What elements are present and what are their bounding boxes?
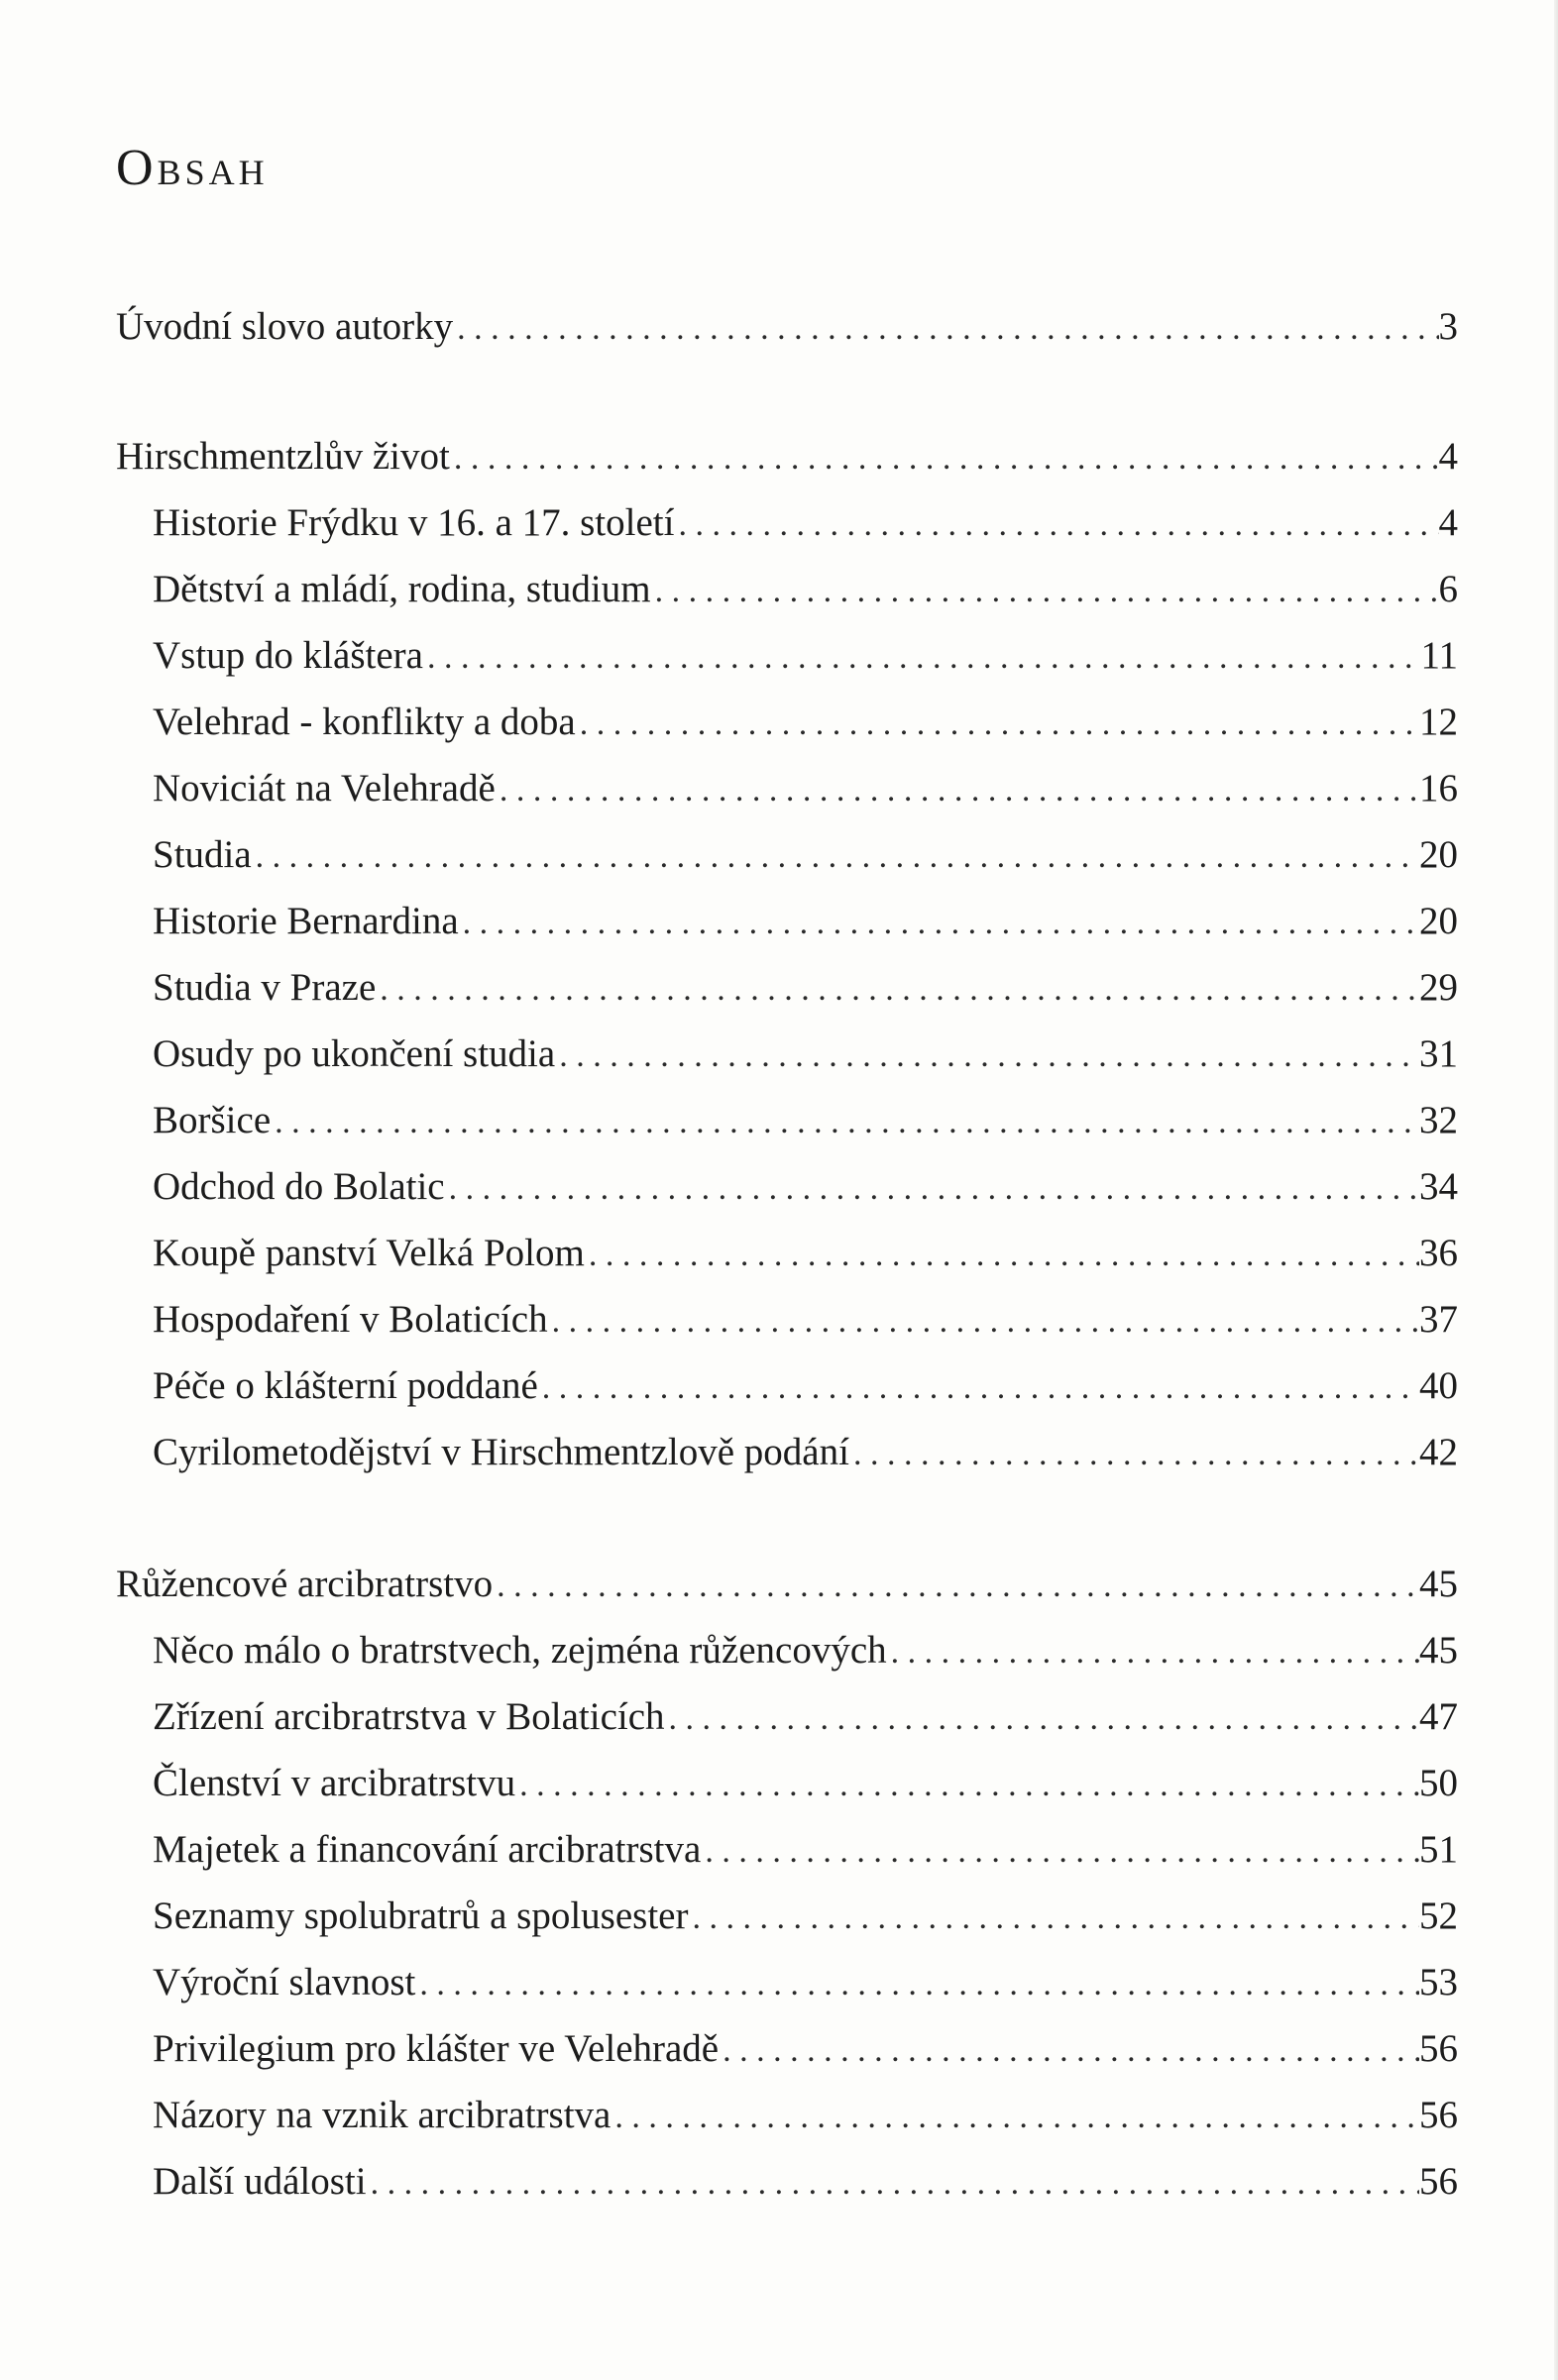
dot-leader: [719, 2017, 1419, 2084]
toc-entry-label: Hospodaření v Bolaticích: [153, 1298, 548, 1341]
toc-entry-label: Majetek a financování arcibratrstva: [153, 1828, 702, 1871]
toc-entry-label: Boršice: [153, 1099, 272, 1141]
toc-entry-label: Seznamy spolubratrů a spolusester: [153, 1894, 689, 1937]
page-edge: [1554, 0, 1558, 2380]
dot-leader: [849, 1421, 1419, 1487]
dot-leader: [538, 1354, 1419, 1421]
toc-page-number: 20: [1419, 900, 1458, 942]
dot-leader: [415, 1951, 1419, 2017]
toc-subentry[interactable]: [116, 1352, 1458, 1419]
toc-page-number: 47: [1419, 1695, 1458, 1738]
toc-entry-label: Historie Bernardina: [153, 900, 459, 942]
toc-entry-label: Koupě panství Velká Polom: [153, 1232, 585, 1274]
toc-subentry[interactable]: [116, 689, 1458, 755]
toc-page-number: 16: [1419, 767, 1458, 810]
toc-page-number: 56: [1419, 2027, 1458, 2070]
toc-entry-label: Péče o klášterní poddané: [153, 1364, 538, 1407]
dot-leader: [651, 558, 1439, 624]
toc-entry-label: Hirschmentzlův život: [116, 435, 450, 478]
dot-leader: [585, 1222, 1419, 1288]
dot-leader: [887, 1619, 1419, 1685]
dot-leader: [493, 1553, 1419, 1619]
dot-leader: [459, 890, 1419, 956]
toc-subentry[interactable]: [116, 622, 1458, 689]
dot-leader: [665, 1685, 1419, 1752]
toc-subentry[interactable]: [116, 489, 1458, 556]
toc-page-number: 56: [1419, 2160, 1458, 2203]
dot-leader: [496, 757, 1419, 823]
toc-subentry[interactable]: [116, 1949, 1458, 2015]
dot-leader: [252, 823, 1419, 890]
toc-page-number: 3: [1438, 305, 1458, 348]
page-title: Obsah: [116, 140, 269, 196]
toc-page-number: 45: [1419, 1629, 1458, 1672]
dot-leader: [576, 691, 1419, 757]
dot-leader: [376, 956, 1419, 1023]
toc-subentry[interactable]: [116, 888, 1458, 954]
dot-leader: [367, 2150, 1419, 2217]
toc-page-number: 53: [1419, 1961, 1458, 2003]
toc-page-number: 56: [1419, 2094, 1458, 2136]
toc-entry-label: Úvodní slovo autorky: [116, 305, 454, 348]
toc-subentry[interactable]: [116, 1087, 1458, 1153]
toc-page-number: 45: [1419, 1563, 1458, 1605]
dot-leader: [548, 1288, 1419, 1354]
toc-page-number: 51: [1419, 1828, 1458, 1871]
toc-entry-label: Cyrilometodějství v Hirschmentzlově podání: [153, 1431, 849, 1473]
toc-entry-label: Odchod do Bolatic: [153, 1165, 445, 1208]
toc-page-number: 37: [1419, 1298, 1458, 1341]
toc-page-number: 20: [1419, 833, 1458, 876]
toc-entry[interactable]: [116, 423, 1458, 489]
dot-leader: [674, 491, 1438, 558]
toc-page-number: 52: [1419, 1894, 1458, 1937]
dot-leader: [611, 2084, 1419, 2150]
toc-page-number: 42: [1419, 1431, 1458, 1473]
dot-leader: [450, 425, 1439, 491]
dot-leader: [515, 1752, 1419, 1818]
toc-entry-label: Privilegium pro klášter ve Velehradě: [153, 2027, 720, 2070]
toc-entry-label: Členství v arcibratrstvu: [153, 1762, 516, 1804]
table-of-contents: [116, 293, 1458, 2215]
toc-entry-label: Něco málo o bratrstvech, zejména růžencových: [153, 1629, 887, 1672]
toc-subentry[interactable]: [116, 2015, 1458, 2082]
toc-subentry[interactable]: [116, 556, 1458, 622]
toc-page-number: 31: [1419, 1032, 1458, 1075]
toc-page-number: 6: [1438, 568, 1458, 610]
toc-subentry[interactable]: [116, 755, 1458, 821]
toc-entry-label: Růžencové arcibratrstvo: [116, 1563, 494, 1605]
toc-page-number: 36: [1419, 1232, 1458, 1274]
toc-page-number: 50: [1419, 1762, 1458, 1804]
toc-entry-label: Historie Frýdku v 16. a 17. století: [153, 501, 675, 544]
toc-page-number: 29: [1419, 966, 1458, 1009]
toc-subentry[interactable]: [116, 1683, 1458, 1750]
toc-subentry[interactable]: [116, 1419, 1458, 1485]
toc-entry[interactable]: [116, 1551, 1458, 1617]
toc-entry-label: Noviciát na Velehradě: [153, 767, 496, 810]
toc-section-life: [116, 423, 1458, 1485]
toc-section-intro: [116, 293, 1458, 360]
dot-leader: [688, 1885, 1419, 1951]
toc-subentry[interactable]: [116, 1021, 1458, 1087]
toc-entry-label: Studia: [153, 833, 252, 876]
toc-entry-label: Velehrad - konflikty a doba: [153, 701, 576, 743]
toc-subentry[interactable]: [116, 1750, 1458, 1816]
toc-subentry[interactable]: [116, 1816, 1458, 1883]
dot-leader: [423, 624, 1420, 691]
toc-page-number: 12: [1419, 701, 1458, 743]
toc-entry-label: Zřízení arcibratrstva v Bolaticích: [153, 1695, 665, 1738]
toc-page-number: 34: [1419, 1165, 1458, 1208]
toc-entry-label: Osudy po ukončení studia: [153, 1032, 556, 1075]
toc-subentry[interactable]: [116, 1220, 1458, 1286]
toc-entry-label: Studia v Praze: [153, 966, 377, 1009]
toc-entry-label: Další události: [153, 2160, 367, 2203]
toc-entry-label: Dětství a mládí, rodina, studium: [153, 568, 651, 610]
toc-subentry[interactable]: [116, 954, 1458, 1021]
toc-page-number: 4: [1438, 435, 1458, 478]
toc-page-number: 40: [1419, 1364, 1458, 1407]
toc-subentry[interactable]: [116, 1286, 1458, 1352]
dot-leader: [555, 1023, 1419, 1089]
toc-page-number: 32: [1419, 1099, 1458, 1141]
dot-leader: [445, 1155, 1419, 1222]
toc-section-rosary: [116, 1551, 1458, 2215]
toc-entry-label: Vstup do kláštera: [153, 634, 423, 677]
toc-page-number: 11: [1420, 634, 1458, 677]
toc-subentry[interactable]: [116, 1883, 1458, 1949]
toc-entry-label: Názory na vznik arcibratrstva: [153, 2094, 612, 2136]
toc-entry-label: Výroční slavnost: [153, 1961, 416, 2003]
toc-subentry[interactable]: [116, 821, 1458, 888]
toc-page-number: 4: [1438, 501, 1458, 544]
dot-leader: [701, 1818, 1419, 1885]
dot-leader: [271, 1089, 1419, 1155]
toc-subentry[interactable]: [116, 1153, 1458, 1220]
toc-entry[interactable]: [116, 293, 1458, 360]
toc-subentry[interactable]: [116, 1617, 1458, 1683]
dot-leader: [453, 295, 1438, 362]
toc-subentry[interactable]: [116, 2082, 1458, 2148]
toc-subentry[interactable]: [116, 2148, 1458, 2215]
